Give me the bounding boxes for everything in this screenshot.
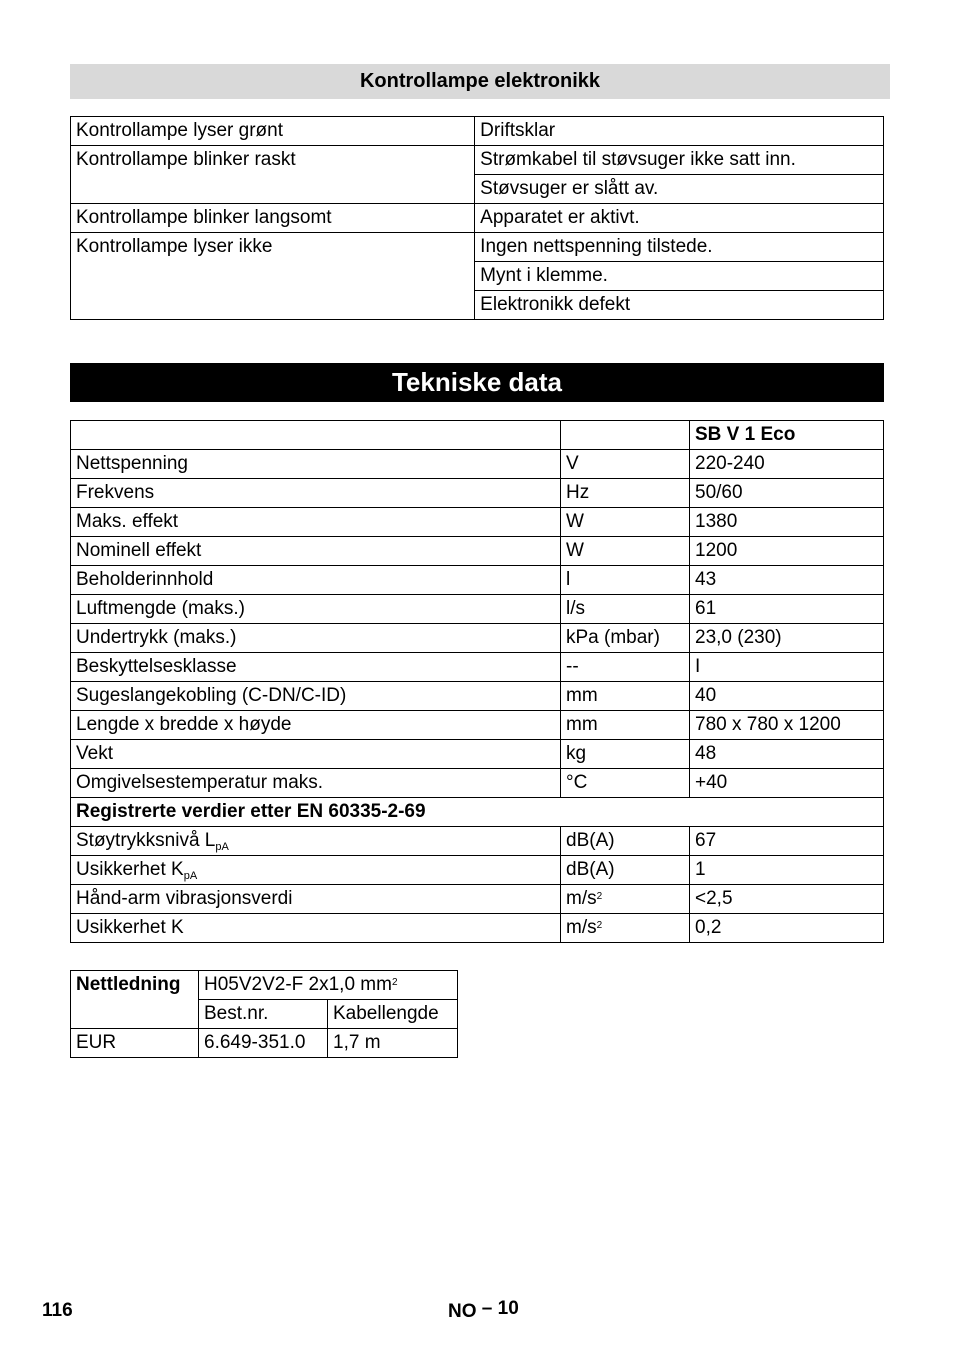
footer-language-page: NO – 10 bbox=[448, 1298, 519, 1322]
empty-header-cell bbox=[71, 421, 561, 450]
table-row bbox=[71, 595, 884, 624]
table-row bbox=[71, 479, 884, 508]
spec-unit-cell: kg bbox=[561, 740, 690, 769]
table-row bbox=[71, 1029, 458, 1058]
spec-value-cell: 50/60 bbox=[690, 479, 884, 508]
table-row bbox=[71, 885, 884, 914]
cable-length-cell: 1,7 m bbox=[328, 1029, 458, 1058]
cable-length-header: Kabellengde bbox=[328, 1000, 458, 1029]
uncertainty-kpa-value: 1 bbox=[690, 856, 884, 885]
order-no-header: Best.nr. bbox=[199, 1000, 328, 1029]
spec-value-cell: 1200 bbox=[690, 537, 884, 566]
cable-label: Nettledning bbox=[71, 971, 199, 1029]
spec-unit-cell: l/s bbox=[561, 595, 690, 624]
spec-unit-cell: V bbox=[561, 450, 690, 479]
cable-spec: H05V2V2-F 2x1,0 $mm^2$ bbox=[199, 971, 458, 1000]
table-row bbox=[71, 769, 884, 798]
table-row bbox=[71, 204, 884, 233]
spec-label-cell: Sugeslangekobling (C-DN/C-ID) bbox=[71, 682, 561, 711]
spec-label-cell: Beholderinnhold bbox=[71, 566, 561, 595]
power-cable-table bbox=[70, 970, 458, 1058]
spec-value-cell: 780 x 780 x 1200 bbox=[690, 711, 884, 740]
spec-value-cell: 23,0 (230) bbox=[690, 624, 884, 653]
table-row bbox=[71, 740, 884, 769]
table-row bbox=[71, 798, 884, 827]
lamp-meaning-cell: Apparatet er aktivt. bbox=[475, 204, 884, 233]
lamp-meaning-cell: Elektronikk defekt bbox=[475, 291, 884, 320]
table-row bbox=[71, 566, 884, 595]
spec-value-cell: I bbox=[690, 653, 884, 682]
region-cell: EUR bbox=[71, 1029, 199, 1058]
model-header: SB V 1 Eco bbox=[690, 421, 884, 450]
order-no-cell: 6.649-351.0 bbox=[199, 1029, 328, 1058]
spec-value-cell: 220-240 bbox=[690, 450, 884, 479]
table-row bbox=[71, 971, 458, 1000]
lamp-state-cell: Kontrollampe blinker raskt bbox=[71, 146, 475, 204]
lamp-state-cell: Kontrollampe blinker langsomt bbox=[71, 204, 475, 233]
section-heading-technical-data: Tekniske data bbox=[70, 363, 884, 402]
spec-unit-cell: kPa (mbar) bbox=[561, 624, 690, 653]
lamp-meaning-cell: Mynt i klemme. bbox=[475, 262, 884, 291]
lamp-state-cell: Kontrollampe lyser grønt bbox=[71, 117, 475, 146]
spec-label-cell: Beskyttelsesklasse bbox=[71, 653, 561, 682]
table-row bbox=[71, 117, 884, 146]
table-row bbox=[71, 146, 884, 175]
spec-unit-cell: Hz bbox=[561, 479, 690, 508]
table-row bbox=[71, 508, 884, 537]
table-row bbox=[71, 827, 884, 856]
lamp-meaning-cell: Driftsklar bbox=[475, 117, 884, 146]
table-row bbox=[71, 856, 884, 885]
registered-values-heading: Registrerte verdier etter EN 60335-2-69 bbox=[71, 798, 884, 827]
spec-label-cell: Nettspenning bbox=[71, 450, 561, 479]
uncertainty-k-value: 0,2 bbox=[690, 914, 884, 943]
lamp-meaning-cell: Støvsuger er slått av. bbox=[475, 175, 884, 204]
spec-value-cell: 40 bbox=[690, 682, 884, 711]
noise-level-value: 67 bbox=[690, 827, 884, 856]
spec-value-cell: 1380 bbox=[690, 508, 884, 537]
spec-value-cell: 61 bbox=[690, 595, 884, 624]
section-heading-control-lamp: Kontrollampe elektronikk bbox=[70, 64, 890, 99]
spec-label-cell: Luftmengde (maks.) bbox=[71, 595, 561, 624]
spec-unit-cell: -- bbox=[561, 653, 690, 682]
table-row bbox=[71, 682, 884, 711]
table-row bbox=[71, 233, 884, 262]
spec-unit-cell: l bbox=[561, 566, 690, 595]
uncertainty-kpa-unit: dB(A) bbox=[561, 856, 690, 885]
technical-data-table bbox=[70, 420, 884, 943]
spec-label-cell: Undertrykk (maks.) bbox=[71, 624, 561, 653]
spec-label-cell: Omgivelsestemperatur maks. bbox=[71, 769, 561, 798]
page-number: 116 bbox=[42, 1300, 73, 1321]
lamp-meaning-cell: Strømkabel til støvsuger ikke satt inn. bbox=[475, 146, 884, 175]
spec-label-cell: Nominell effekt bbox=[71, 537, 561, 566]
vibration-value: <2,5 bbox=[690, 885, 884, 914]
table-row bbox=[71, 624, 884, 653]
spec-unit-cell: °C bbox=[561, 769, 690, 798]
vibration-label: Hånd-arm vibrasjonsverdi bbox=[71, 885, 561, 914]
spec-label-cell: Frekvens bbox=[71, 479, 561, 508]
spec-label-cell: Maks. effekt bbox=[71, 508, 561, 537]
spec-value-cell: 48 bbox=[690, 740, 884, 769]
table-row bbox=[71, 450, 884, 479]
table-row bbox=[71, 653, 884, 682]
uncertainty-k-label: Usikkerhet K bbox=[71, 914, 561, 943]
spec-label-cell: Lengde x bredde x høyde bbox=[71, 711, 561, 740]
table-header-row bbox=[71, 421, 884, 450]
uncertainty-kpa-label: Usikkerhet $K_{pA}$ bbox=[71, 856, 561, 885]
control-lamp-table bbox=[70, 116, 884, 320]
lamp-state-cell: Kontrollampe lyser ikke bbox=[71, 233, 475, 320]
table-row bbox=[71, 711, 884, 740]
uncertainty-k-unit: $m/s^2$ bbox=[561, 914, 690, 943]
lamp-meaning-cell: Ingen nettspenning tilstede. bbox=[475, 233, 884, 262]
empty-header-cell bbox=[561, 421, 690, 450]
noise-level-unit: dB(A) bbox=[561, 827, 690, 856]
spec-value-cell: +40 bbox=[690, 769, 884, 798]
noise-level-label: Støytrykksnivå $L_{pA}$ bbox=[71, 827, 561, 856]
vibration-unit: $m/s^2$ bbox=[561, 885, 690, 914]
spec-value-cell: 43 bbox=[690, 566, 884, 595]
spec-unit-cell: mm bbox=[561, 711, 690, 740]
table-row bbox=[71, 537, 884, 566]
spec-unit-cell: W bbox=[561, 508, 690, 537]
spec-unit-cell: W bbox=[561, 537, 690, 566]
spec-label-cell: Vekt bbox=[71, 740, 561, 769]
spec-unit-cell: mm bbox=[561, 682, 690, 711]
table-row bbox=[71, 914, 884, 943]
